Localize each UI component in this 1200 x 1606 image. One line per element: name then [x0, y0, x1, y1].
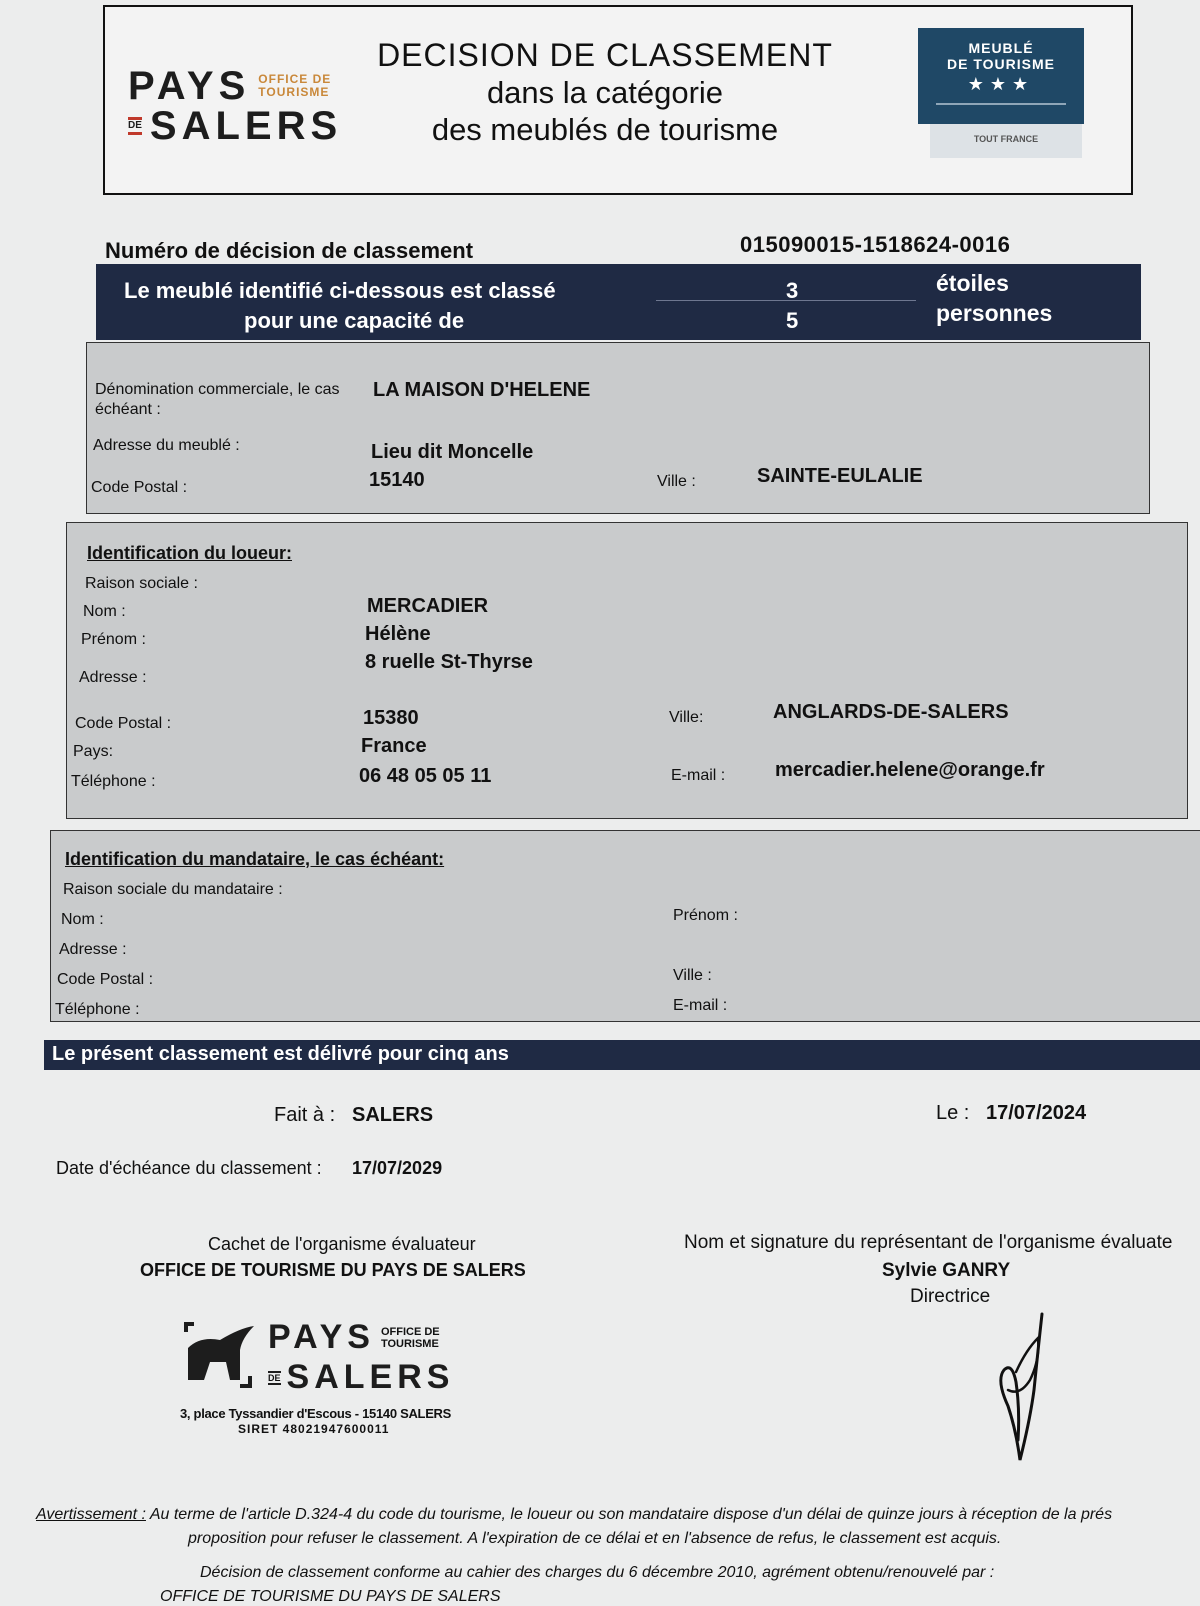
bull-head-icon: [180, 1318, 270, 1396]
loueur-tel-value: 06 48 05 05 11: [359, 765, 492, 787]
conformite-note: Décision de classement conforme au cahier des charges du 6 décembre 2010, agrément obtenu/renouvelé par :: [200, 1564, 995, 1581]
meuble-cp-value: 15140: [369, 469, 425, 491]
decision-number: 015090015-1518624-0016: [740, 232, 1011, 257]
denomination-value: LA MAISON D'HELENE: [373, 379, 591, 401]
fait-a-lieu: SALERS: [352, 1104, 434, 1126]
decision-number-label: Numéro de décision de classement: [105, 238, 474, 263]
pays-de-salers-logo: PAYS OFFICE DE TOURISME DE SALERS: [128, 64, 343, 148]
stars-value: 3: [786, 278, 799, 303]
organisme-name: OFFICE DE TOURISME DU PAYS DE SALERS: [140, 1260, 526, 1280]
atout-france-logo: TOUT FRANCE: [930, 124, 1082, 158]
stamp-siret: SIRET 48021947600011: [238, 1422, 390, 1436]
loueur-pays-value: France: [361, 735, 427, 757]
signatory-role: Directrice: [910, 1286, 991, 1307]
loueur-title: Identification du loueur:: [87, 543, 292, 563]
office-stamp: PAYS OFFICE DE TOURISME DE SALERS 3, place Tyssandier d'Escous - 15140 SALERS SIRET 48021947600011: [180, 1318, 500, 1438]
loueur-email-value: mercadier.helene@orange.fr: [775, 759, 1045, 781]
le-label: Le :: [936, 1102, 970, 1124]
handwritten-signature: [990, 1310, 1060, 1476]
loueur-adresse-value: 8 ruelle St-Thyrse: [365, 651, 533, 673]
loueur-nom-value: MERCADIER: [367, 595, 489, 617]
meuble-adresse-value: Lieu dit Moncelle: [371, 441, 534, 463]
echeance-date: 17/07/2029: [352, 1158, 443, 1178]
avertissement: Avertissement : Au terme de l'article D.324-4 du code du tourisme, le loueur ou son mandataire dispose d'un délai de quinze jours à réception de la prés: [36, 1506, 1113, 1523]
meuble-tourisme-badge: MEUBLÉ DE TOURISME ★★★: [918, 28, 1084, 124]
echeance-label: Date d'échéance du classement :: [56, 1158, 322, 1178]
meuble-ville-value: SAINTE-EULALIE: [757, 465, 923, 487]
signatory-name: Sylvie GANRY: [882, 1260, 1011, 1281]
meuble-section: Dénomination commerciale, le cas échéant : LA MAISON D'HELENE Adresse du meublé : Lieu dit Moncelle Code Postal : 15140 Ville : SAINTE-EULALIE: [86, 342, 1150, 514]
document-title: DECISION DE CLASSEMENT dans la catégorie des meublés de tourisme: [377, 37, 833, 147]
duration-band: Le présent classement est délivré pour cinq ans: [44, 1040, 1200, 1070]
decision-date: 17/07/2024: [986, 1102, 1087, 1124]
mandataire-section: Identification du mandataire, le cas échéant: Raison sociale du mandataire : Nom : Prénom : Adresse : Code Postal : Ville : Téléphone : E-mail :: [50, 830, 1200, 1022]
classification-band: Le meublé identifié ci-dessous est classé pour une capacité de 3 5 étoiles personnes: [96, 264, 1141, 340]
loueur-prenom-value: Hélène: [365, 623, 431, 645]
mandataire-title: Identification du mandataire, le cas échéant:: [65, 849, 445, 869]
fait-a-label: Fait à :: [274, 1104, 336, 1126]
capacity-value: 5: [786, 308, 799, 333]
stamp-address: 3, place Tyssandier d'Escous - 15140 SALERS: [180, 1406, 452, 1421]
loueur-ville-value: ANGLARDS-DE-SALERS: [773, 701, 1009, 723]
loueur-cp-value: 15380: [363, 707, 419, 729]
loueur-section: Identification du loueur: Raison sociale : Nom : MERCADIER Prénom : Hélène 8 ruelle St-Thyrse Adresse : Code Postal : 15380 Ville: ANGLARDS-DE-SALERS Pays: France Téléphone : 06 48 05 05 11 E-mail : mercadier.helene@orange.fr: [66, 522, 1188, 819]
star-rating-icon: ★★★: [967, 74, 1035, 94]
